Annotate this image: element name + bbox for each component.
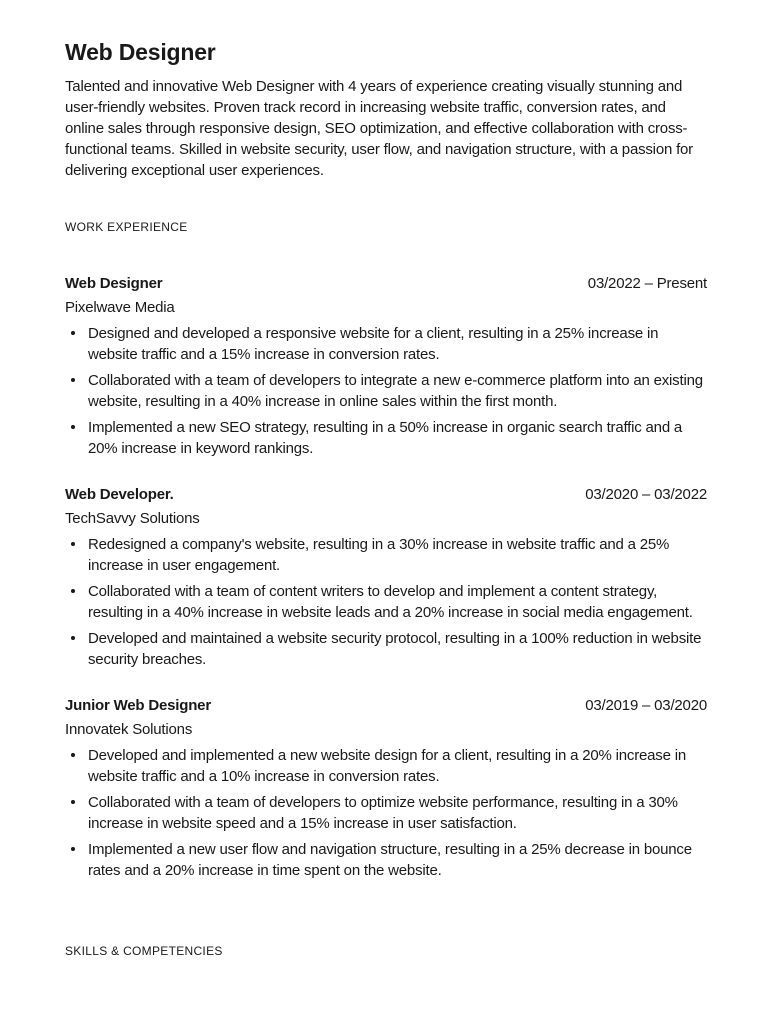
job-company: Pixelwave Media: [65, 299, 175, 316]
resume-title: Web Designer: [65, 39, 216, 65]
job-bullet: Implemented a new user flow and navigation structure, resulting in a 25% decrease in bounce rates and a 20% increase in time spent on the website.: [65, 839, 707, 881]
job-bullet: Designed and developed a responsive website for a client, resulting in a 25% increase in website traffic and a 15% increase in conversion rates.: [65, 323, 707, 365]
job-dates: 03/2020 – 03/2022: [585, 486, 707, 503]
section-heading-work-experience: WORK EXPERIENCE: [65, 220, 188, 234]
job-bullet-list: [65, 534, 707, 670]
job-company: Innovatek Solutions: [65, 721, 193, 738]
work-experience-list: [65, 273, 707, 881]
job-bullet: Implemented a new SEO strategy, resulting in a 50% increase in organic search traffic and a 20% increase in keyword rankings.: [65, 417, 707, 459]
job-bullet: Collaborated with a team of content writers to develop and implement a content strategy, resulting in a 40% increase in website leads and a 20% increase in social media engagement.: [65, 581, 707, 623]
job-title: Web Designer: [65, 275, 163, 292]
job-bullet-list: [65, 323, 707, 459]
job-header: [65, 695, 707, 716]
job-entry-web-developer: [65, 484, 707, 670]
job-title: Web Developer.: [65, 486, 174, 503]
job-bullet: Redesigned a company's website, resulting in a 30% increase in website traffic and a 25% increase in user engagement.: [65, 534, 707, 576]
job-company: TechSavvy Solutions: [65, 510, 200, 527]
job-dates: 03/2022 – Present: [587, 275, 707, 292]
job-bullet: Collaborated with a team of developers to optimize website performance, resulting in a 30% increase in website speed and a 15% increase in user satisfaction.: [65, 792, 707, 834]
job-entry-web-designer: [65, 273, 707, 459]
job-bullet: Developed and implemented a new website design for a client, resulting in a 20% increase in website traffic and a 10% increase in conversion rates.: [65, 745, 707, 787]
job-bullet: Collaborated with a team of developers to integrate a new e-commerce platform into an existing website, resulting in a 40% increase in online sales within the first month.: [65, 370, 707, 412]
job-header: [65, 484, 707, 505]
resume-summary: Talented and innovative Web Designer with 4 years of experience creating visually stunning and user-friendly websites. Proven track record in increasing website traffic, conversion rates, and online sales through responsive design, SEO optimization, and effective collaboration with cross-functional teams. Skilled in website security, user flow, and navigation structure, with a passion for delivering exceptional user experiences.: [65, 78, 693, 179]
job-header: [65, 273, 707, 294]
job-entry-junior-web-designer: [65, 695, 707, 881]
job-title: Junior Web Designer: [65, 697, 211, 714]
job-dates: 03/2019 – 03/2020: [585, 697, 707, 714]
job-bullet: Developed and maintained a website security protocol, resulting in a 100% reduction in website security breaches.: [65, 628, 707, 670]
job-bullet-list: [65, 745, 707, 881]
section-heading-skills: SKILLS & COMPETENCIES: [65, 944, 223, 958]
